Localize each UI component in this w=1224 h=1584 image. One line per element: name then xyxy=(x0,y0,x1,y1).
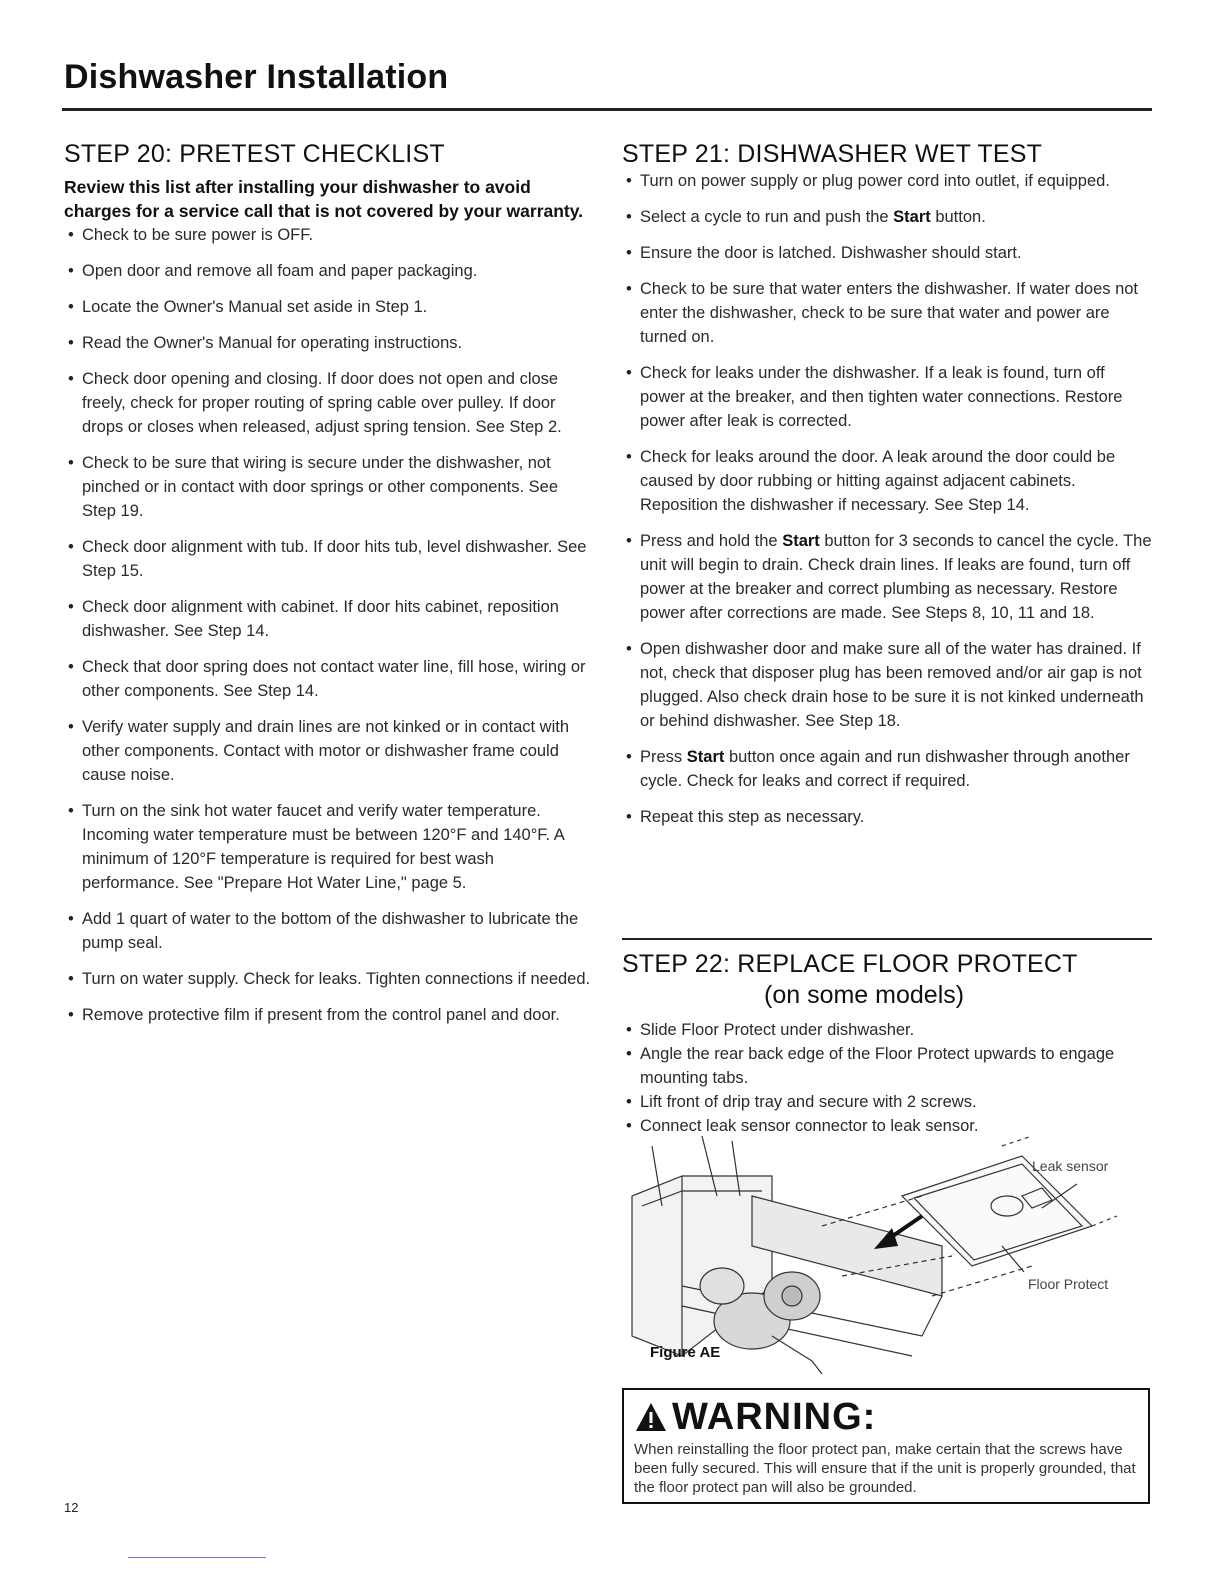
list-item: • Verify water supply and drain lines are not kinked or in contact with other components. Contact with motor or dishwasher frame could cause noise. xyxy=(64,715,594,787)
title-rule xyxy=(62,108,1152,111)
warning-triangle-icon xyxy=(634,1401,668,1433)
step20-list xyxy=(64,223,594,1027)
step20-heading: STEP 20: PRETEST CHECKLIST xyxy=(64,140,445,168)
list-item: • Check to be sure that water enters the dishwasher. If water does not enter the dishwasher, check to be sure that water and power are turned on. xyxy=(622,277,1152,349)
list-item: • Check door alignment with tub. If door hits tub, level dishwasher. See Step 15. xyxy=(64,535,594,583)
list-item: • Angle the rear back edge of the Floor Protect upwards to engage mounting tabs. xyxy=(622,1042,1152,1090)
list-item: • Locate the Owner's Manual set aside in Step 1. xyxy=(64,295,594,319)
step22-list xyxy=(622,1018,1152,1138)
list-item: • Press and hold the Start button for 3 seconds to cancel the cycle. The unit will begin to drain. Check drain lines. If leaks are found, turn off power at the breaker and correct plumbing as necessary. Restore power after corrections are made. See Steps 8, 10, 11 and 18. xyxy=(622,529,1152,625)
list-item: • Check for leaks around the door. A leak around the door could be caused by door rubbing or hitting against adjacent cabinets. Reposition the dishwasher if necessary. See Step 14. xyxy=(622,445,1152,517)
footer-line xyxy=(128,1557,266,1558)
list-item: • Check to be sure that wiring is secure under the dishwasher, not pinched or in contact with door springs or other components. See Step 19. xyxy=(64,451,594,523)
list-item: • Lift front of drip tray and secure with 2 screws. xyxy=(622,1090,1152,1114)
warning-box xyxy=(622,1388,1150,1504)
list-item: • Check door alignment with cabinet. If door hits cabinet, reposition dishwasher. See Step 14. xyxy=(64,595,594,643)
list-item: • Turn on the sink hot water faucet and verify water temperature. Incoming water temperature must be between 120°F and 140°F. A minimum of 120°F temperature is required for best wash performance. See "Prepare Hot Water Line," page 5. xyxy=(64,799,594,895)
list-item: • Select a cycle to run and push the Start button. xyxy=(622,205,1152,229)
list-item: • Check for leaks under the dishwasher. If a leak is found, turn off power at the breaker, and then tighten water connections. Restore power after leak is corrected. xyxy=(622,361,1152,433)
list-item: • Read the Owner's Manual for operating instructions. xyxy=(64,331,594,355)
step22-subheading: (on some models) xyxy=(764,981,965,1009)
list-item: • Turn on power supply or plug power cord into outlet, if equipped. xyxy=(622,169,1152,193)
step22-section xyxy=(622,938,1152,1138)
step21-list xyxy=(622,169,1152,829)
list-item: • Turn on water supply. Check for leaks. Tighten connections if needed. xyxy=(64,967,594,991)
list-item: • Remove protective film if present from the control panel and door. xyxy=(64,1003,594,1027)
list-item: • Check door opening and closing. If door does not open and close freely, check for proper routing of spring cable over pulley. If door drops or closes when released, adjust spring tension. See Step 2. xyxy=(64,367,594,439)
list-item: • Check that door spring does not contact water line, fill hose, wiring or other components. See Step 14. xyxy=(64,655,594,703)
list-item: • Add 1 quart of water to the bottom of the dishwasher to lubricate the pump seal. xyxy=(64,907,594,955)
step22-rule xyxy=(622,938,1152,940)
list-item: • Ensure the door is latched. Dishwasher should start. xyxy=(622,241,1152,265)
step21-section xyxy=(622,140,1152,841)
list-item: • Press Start button once again and run dishwasher through another cycle. Check for leaks and correct if required. xyxy=(622,745,1152,793)
step20-intro: Review this list after installing your dishwasher to avoid charges for a service call that is not covered by your warranty. xyxy=(64,177,584,221)
leak-sensor-label: Leak sensor xyxy=(1032,1158,1109,1174)
step22-heading: STEP 22: REPLACE FLOOR PROTECT xyxy=(622,950,1078,978)
warning-text: When reinstalling the floor protect pan, make certain that the screws have been fully secured. This will ensure that if the unit is properly grounded, that the floor protect pan will also be grounded. xyxy=(634,1441,1136,1496)
list-item: • Slide Floor Protect under dishwasher. xyxy=(622,1018,1152,1042)
page-title: Dishwasher Installation xyxy=(64,58,449,96)
figure-caption: Figure AE xyxy=(650,1344,721,1361)
page-number: 12 xyxy=(64,1500,79,1515)
figure-ae xyxy=(622,1136,1122,1376)
list-item: • Open dishwasher door and make sure all of the water has drained. If not, check that disposer plug has been removed and/or air gap is not plugged. Also check drain hose to be sure it is not kinked underneath or behind dishwasher. See Step 18. xyxy=(622,637,1152,733)
step20-section xyxy=(64,140,594,1039)
list-item: • Check to be sure power is OFF. xyxy=(64,223,594,247)
floor-protect-label: Floor Protect xyxy=(1028,1276,1109,1292)
warning-title: WARNING: xyxy=(672,1396,877,1438)
step21-heading: STEP 21: DISHWASHER WET TEST xyxy=(622,140,1043,168)
list-item: • Repeat this step as necessary. xyxy=(622,805,1152,829)
list-item: • Connect leak sensor connector to leak sensor. xyxy=(622,1114,1152,1138)
list-item: • Open door and remove all foam and paper packaging. xyxy=(64,259,594,283)
